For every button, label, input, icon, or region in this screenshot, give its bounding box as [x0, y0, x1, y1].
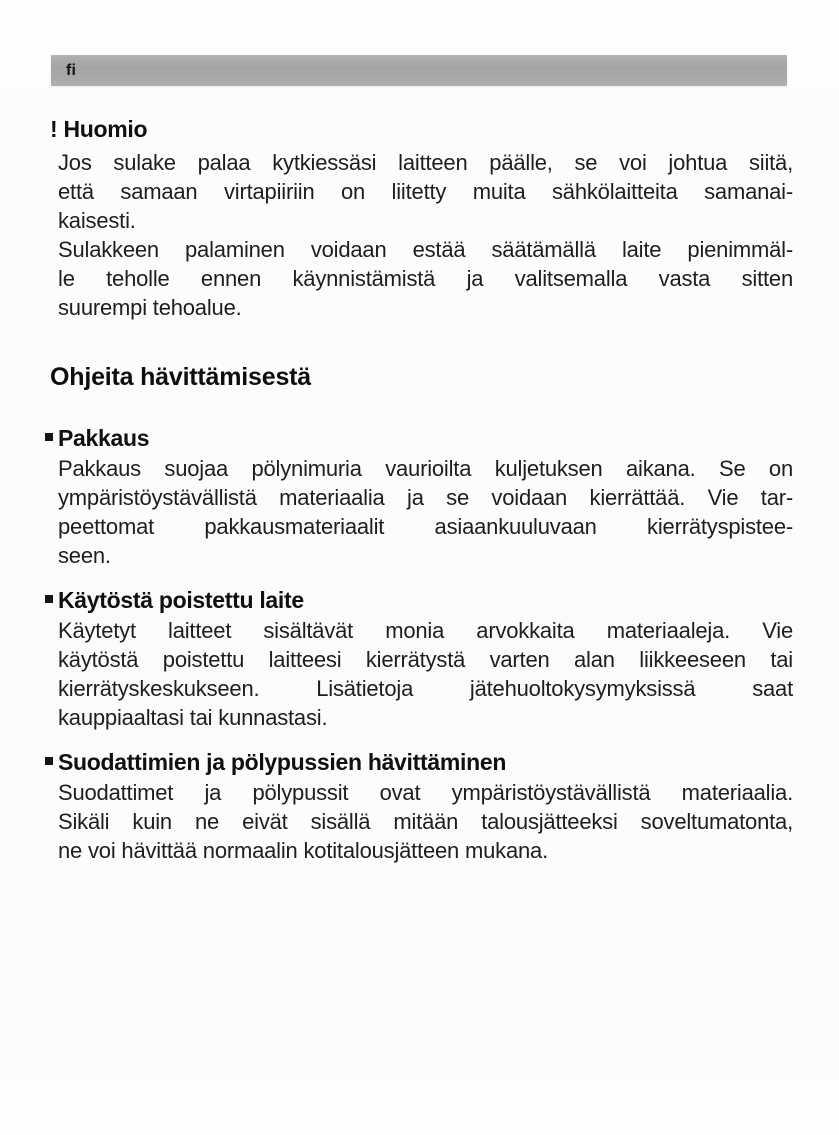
disposal-item-paragraph: [58, 454, 793, 570]
text-line: Suodattimet ja pölypussit ovat ympäristöystävällistä materiaalia.: [58, 780, 793, 805]
language-code-label: fi: [66, 61, 77, 79]
disposal-item-title: [58, 748, 793, 777]
note-title: ! Huomio: [50, 116, 148, 142]
disposal-section-heading: Ohjeita hävittämisestä: [50, 363, 311, 391]
disposal-item-title-text: Pakkaus: [58, 425, 150, 451]
disposal-item-title: [58, 424, 793, 453]
note-paragraph-2: [52, 235, 793, 322]
text-line: Sulakkeen palaminen voidaan estää säätämällä laite pienimmäl-: [58, 237, 793, 262]
text-line: kauppiaaltasi tai kunnastasi.: [58, 705, 328, 730]
text-line: kaisesti.: [58, 208, 136, 233]
language-header-bar: [51, 55, 787, 86]
disposal-item-title-text: Suodattimien ja pölypussien hävittäminen: [58, 749, 507, 775]
square-bullet-icon: [45, 433, 53, 441]
disposal-item-title-text: Käytöstä poistettu laite: [58, 587, 304, 613]
text-line: Käytetyt laitteet sisältävät monia arvokkaita materiaaleja. Vie: [58, 618, 793, 643]
note-paragraph-1: [52, 148, 793, 235]
square-bullet-icon: [45, 757, 53, 765]
text-line: Sikäli kuin ne eivät sisällä mitään talousjätteeksi soveltumatonta,: [58, 809, 793, 834]
text-line: Pakkaus suojaa pölynimuria vaurioilta kuljetuksen aikana. Se on: [58, 456, 793, 481]
section-note: [52, 116, 793, 322]
square-bullet-icon: [45, 595, 53, 603]
text-line: seen.: [58, 543, 111, 568]
text-line: peettomat pakkausmateriaalit asiaankuuluvaan kierrätyspistee-: [58, 514, 793, 539]
text-line: kierrätyskeskukseen. Lisätietoja jätehuoltokysymyksissä saat: [58, 676, 793, 701]
disposal-item-paragraph: [58, 616, 793, 732]
text-line: Jos sulake palaa kytkiessäsi laitteen päälle, se voi johtua siitä,: [58, 150, 793, 175]
disposal-item-paragraph: [58, 778, 793, 865]
disposal-item-suodattimet-ja-polypussit: [52, 748, 793, 865]
text-line: ympäristöystävällistä materiaalia ja se voidaan kierrättää. Vie tar-: [58, 485, 793, 510]
text-line: le teholle ennen käynnistämistä ja valitsemalla vasta sitten: [58, 266, 793, 291]
disposal-item-kaytosta-poistettu-laite: [52, 586, 793, 732]
disposal-item-pakkaus: [52, 424, 793, 570]
text-line: että samaan virtapiiriin on liitetty muita sähkölaitteita samanai-: [58, 179, 793, 204]
text-line: suurempi tehoalue.: [58, 295, 242, 320]
page-content: [52, 116, 793, 881]
text-line: ne voi hävittää normaalin kotitalousjätteen mukana.: [58, 838, 548, 863]
disposal-item-title: [58, 586, 793, 615]
text-line: käytöstä poistettu laitteesi kierrätystä varten alan liikkeeseen tai: [58, 647, 793, 672]
